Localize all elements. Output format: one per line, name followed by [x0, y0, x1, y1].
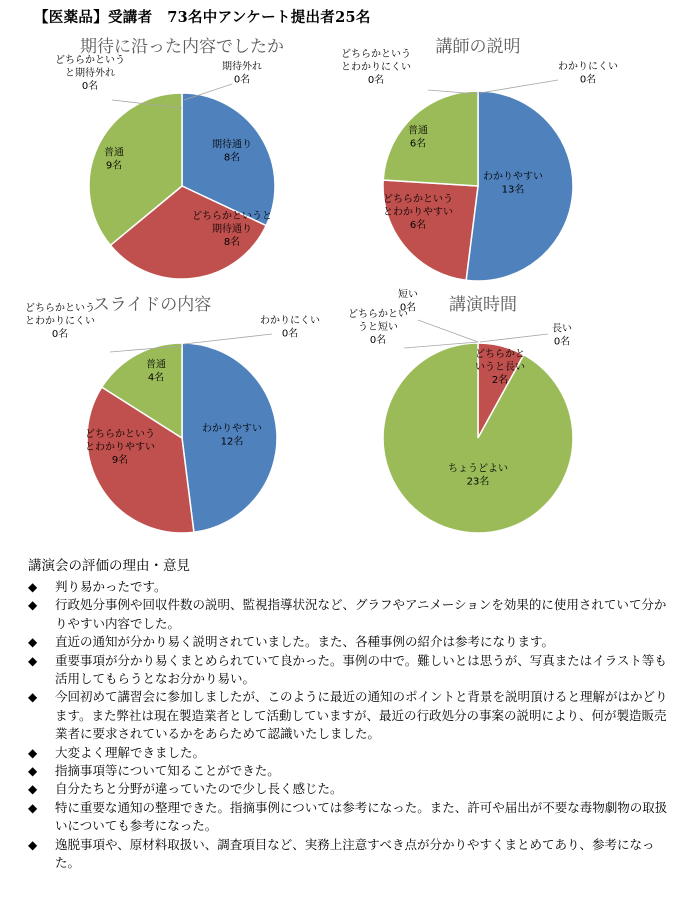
slice-label: どちらかというと期待通り 8名 — [192, 211, 272, 248]
slice-label: どちらかというとわかりやすい 6名 — [383, 194, 453, 231]
pie-chart-lecturer — [341, 30, 678, 300]
comment-item — [28, 652, 678, 689]
slice-label: 普通 6名 — [408, 125, 428, 150]
slice-label: わかりやすい 12名 — [202, 423, 262, 448]
leader-line — [480, 334, 548, 342]
comment-item — [28, 780, 678, 798]
comments-title: 講演会の評価の理由・意見 — [28, 558, 190, 574]
comment-text: 指摘事項等について知ることができた。 — [55, 763, 280, 779]
comment-text: 自分たちと分野が違っていたので少し長く感じた。 — [55, 781, 343, 797]
diamond-bullet-icon: ◆ — [28, 635, 38, 650]
diamond-bullet-icon: ◆ — [28, 653, 38, 668]
slice-label: どちらかというとわかりにくい 0名 — [25, 303, 95, 340]
slice-label: 長い 0名 — [552, 323, 572, 348]
comment-text: 今回初めて講習会に参加しましたが、このように最近の通知のポイントと背景を説明頂けると理解がはかどります。また弊社は現在製造業者として活動していますが、最近の行政処分の事案の説明により、何が製造販売業者に要求されているかをあらためて認識いたしました。 — [55, 689, 668, 742]
chart-title: 講演時間 — [449, 295, 517, 315]
comment-text: 行政処分事例や回収件数の説明、監視指導状況など、グラフやアニメーションを効果的に使用されていて分かりやすい内容でした。 — [55, 597, 667, 631]
slice-label: わかりやすい 13名 — [483, 171, 543, 196]
comments-section — [28, 554, 678, 873]
slice-label: 普通 4名 — [146, 359, 166, 384]
chart-title: 講師の説明 — [435, 37, 521, 57]
slice-label: 普通 9名 — [104, 147, 124, 172]
slice-label: 期待通り 8名 — [212, 139, 252, 164]
comment-list — [28, 578, 678, 873]
diamond-bullet-icon: ◆ — [28, 580, 38, 594]
comment-item — [28, 633, 678, 651]
slice-label: どちらかというとわかりにくい 0名 — [341, 49, 411, 86]
pie-chart-duration-svg — [348, 290, 678, 560]
diamond-bullet-icon: ◆ — [28, 598, 38, 613]
pie-slice — [383, 91, 478, 186]
pie-chart-slides-svg — [22, 290, 352, 560]
slice-label: ちょうどよい 23名 — [448, 463, 508, 488]
comment-item — [28, 688, 678, 743]
pie-chart-lecturer-svg — [341, 30, 678, 300]
slice-label: どちらかというとわかりやすい 9名 — [85, 429, 155, 466]
pie-chart-expectation — [22, 30, 352, 300]
slice-label: 期待外れ 0名 — [222, 61, 262, 86]
slice-label: わかりにくい 0名 — [260, 315, 320, 340]
diamond-bullet-icon: ◆ — [28, 690, 38, 705]
comment-item — [28, 799, 678, 836]
chart-title: スライドの内容 — [92, 295, 212, 315]
pie-chart-slides — [22, 290, 352, 560]
comment-item — [28, 762, 678, 780]
slice-label: 短い 0名 — [398, 289, 418, 314]
leader-line — [480, 80, 558, 93]
slice-label: どちらかというと短い 0名 — [348, 309, 408, 346]
slice-label: わかりにくい 0名 — [558, 61, 618, 86]
comment-item — [28, 744, 678, 762]
leader-line — [184, 334, 272, 344]
diamond-bullet-icon: ◆ — [28, 800, 38, 815]
pie-chart-expectation-svg — [22, 30, 352, 300]
comment-text: 直近の通知が分かり易く説明されていました。また、各種事例の紹介は参考になります。 — [55, 634, 555, 650]
comment-text: 逸脱事項や、原材料取扱い、調査項目など、実務上注意すべき点が分かりやすくまとめてあり、参考になった。 — [55, 836, 655, 871]
slice-label: どちらかというと期待外れ 0名 — [55, 55, 125, 92]
comment-item — [28, 596, 678, 633]
diamond-bullet-icon: ◆ — [28, 745, 38, 760]
diamond-bullet-icon: ◆ — [28, 837, 38, 852]
comment-item — [28, 578, 678, 596]
page-header: 【医薬品】受講者 73名中アンケート提出者25名 — [34, 9, 371, 26]
diamond-bullet-icon: ◆ — [28, 764, 38, 779]
diamond-bullet-icon: ◆ — [28, 782, 38, 797]
comment-text: 判り易かったです。 — [55, 579, 167, 594]
comment-text: 特に重要な通知の整理できた。指摘事例については参考になった。また、許可や届出が不要な毒物劇物の取扱いについても参考になった。 — [55, 799, 668, 834]
slice-label: どちらかというと長い 2名 — [475, 349, 525, 386]
pie-chart-duration — [348, 290, 678, 560]
comment-text: 重要事項が分かり易くまとめられていて良かった。事例の中で。難しいとは思うが、写真またはイラスト等も活用してもらうとなお分かり易い。 — [55, 652, 667, 687]
comment-text: 大変よく理解できました。 — [55, 744, 206, 760]
comment-item — [28, 836, 678, 873]
chart-title: 期待に沿った内容でしたか — [80, 37, 284, 57]
leader-line — [418, 320, 478, 342]
